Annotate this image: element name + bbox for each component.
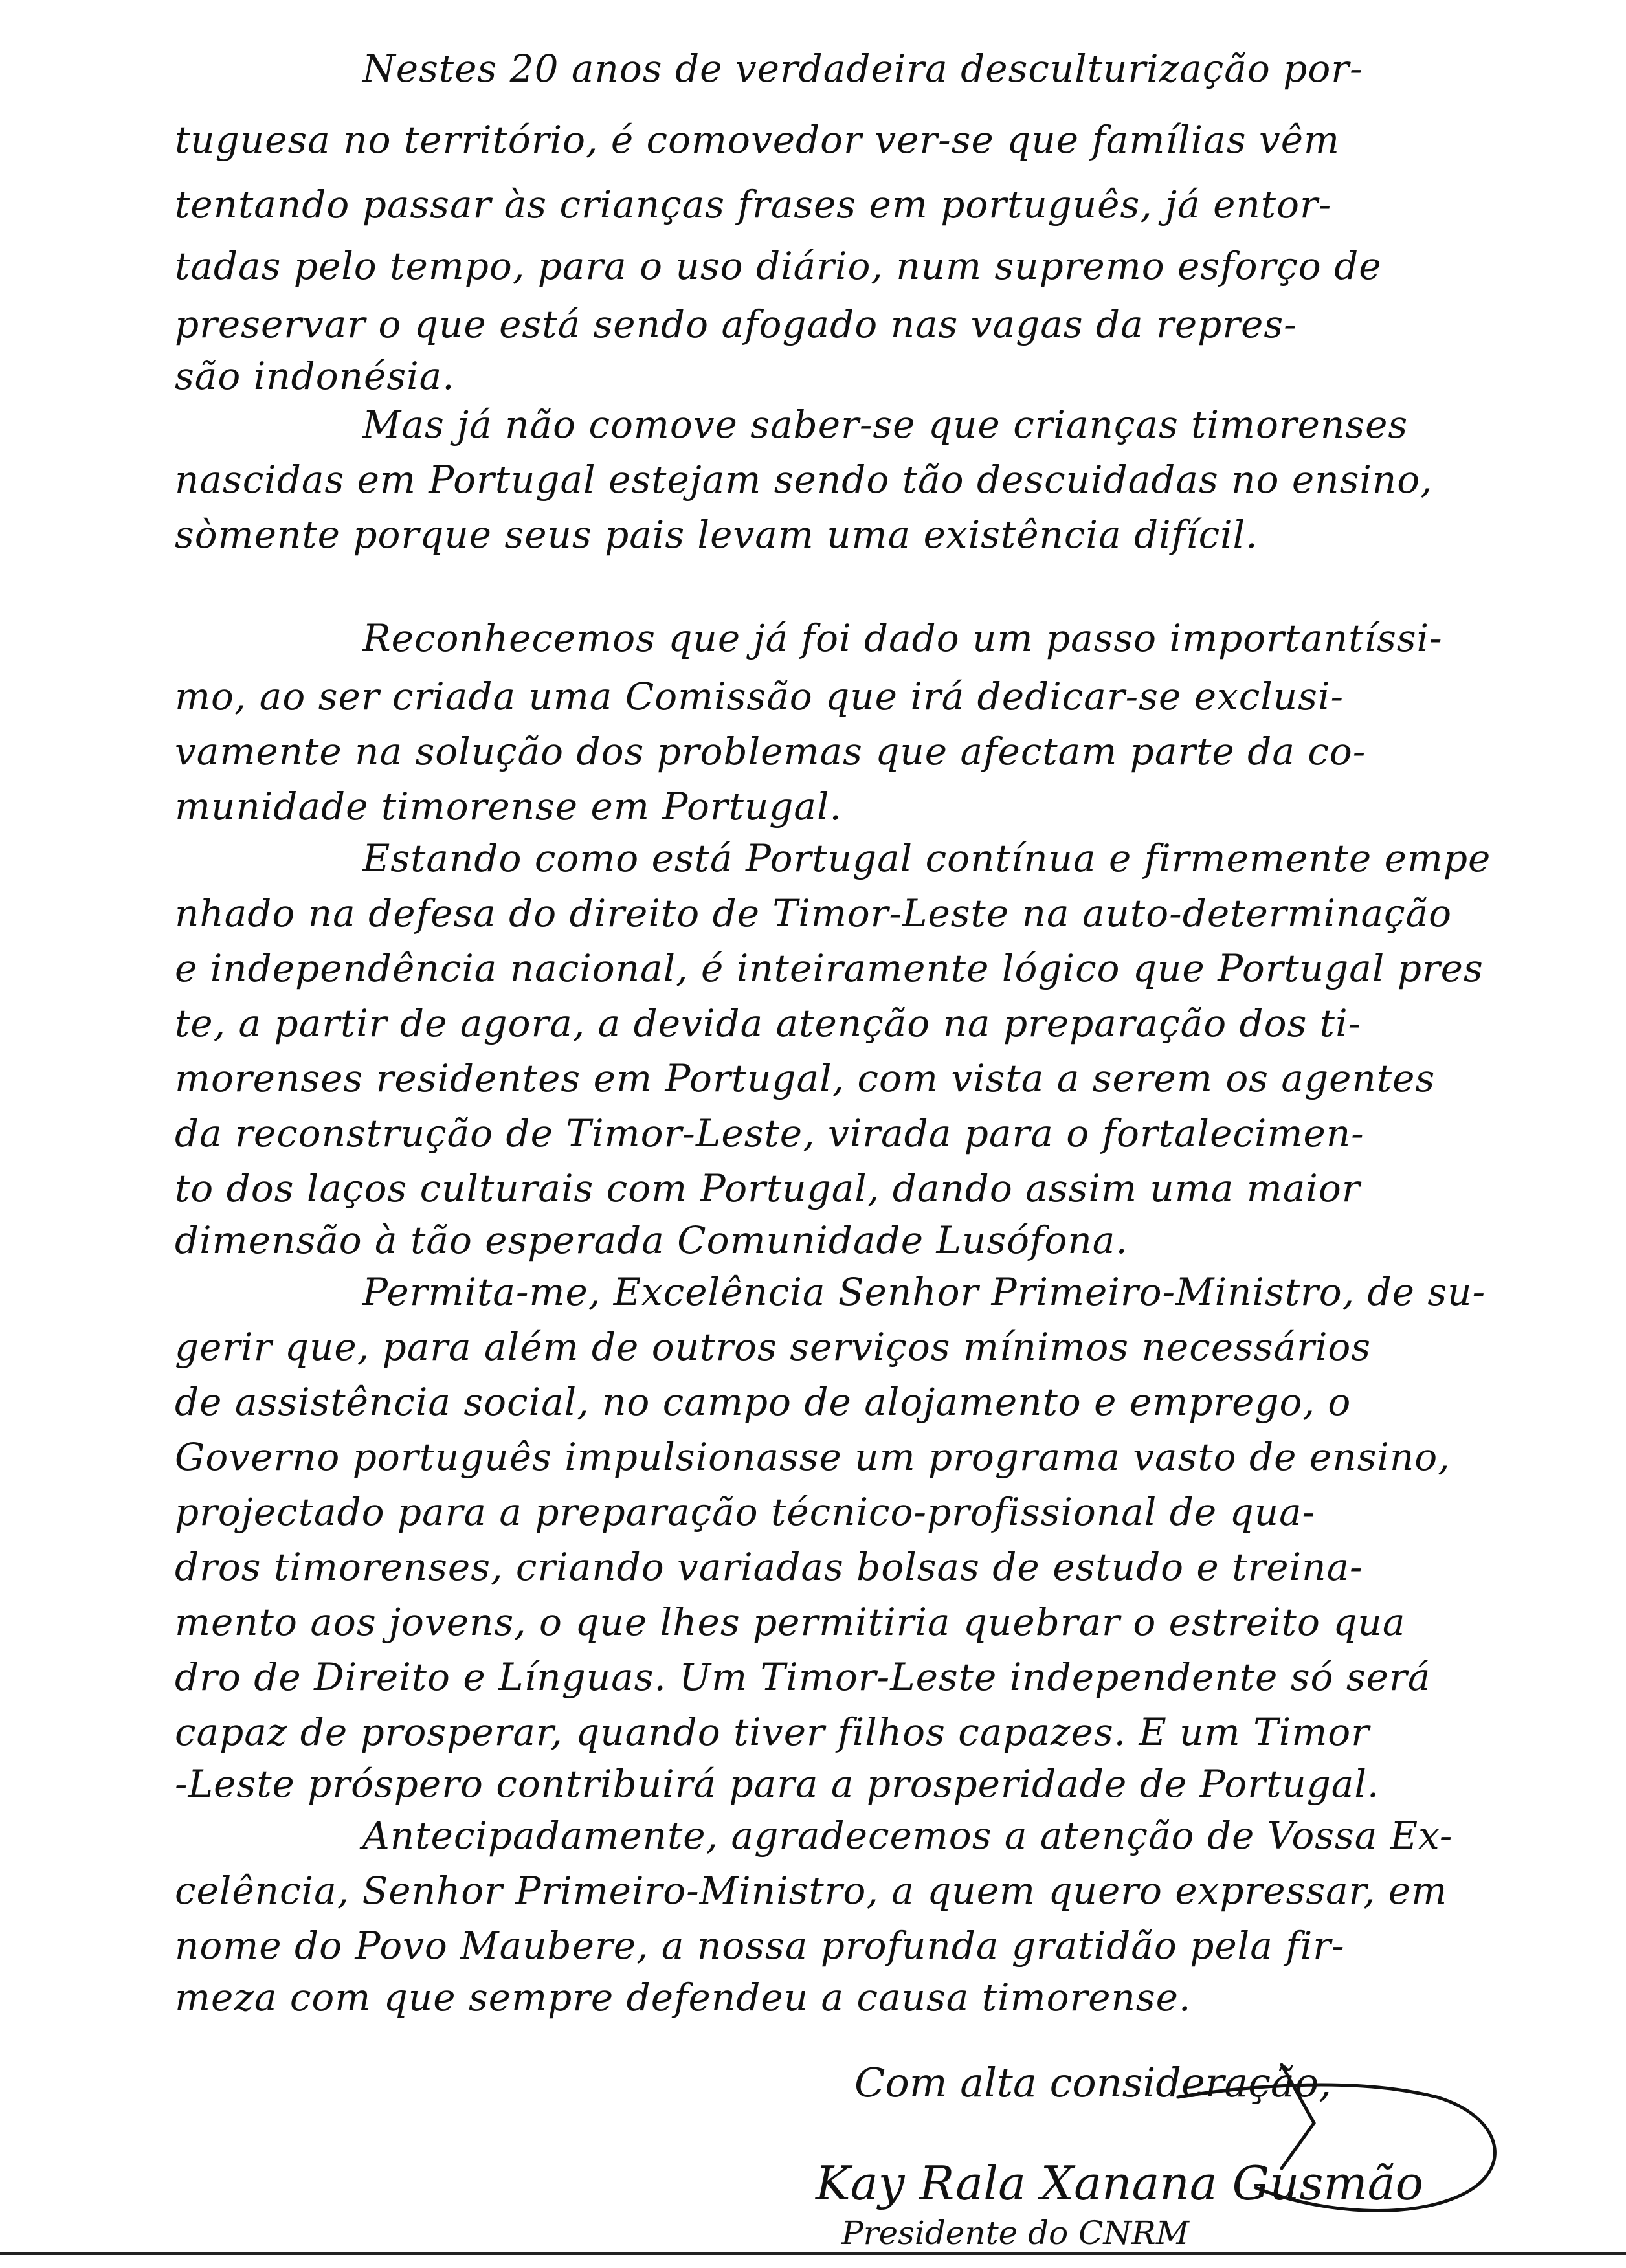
text-line: tuguesa no território, é comovedor ver-se que famílias vêm xyxy=(175,118,1341,162)
text-line: da reconstrução de Timor-Leste, virada para o fortalecimen- xyxy=(175,1111,1364,1155)
text-line: morenses residentes em Portugal, com vista a serem os agentes xyxy=(175,1056,1436,1100)
text-line: nhado na defesa do direito de Timor-Leste na auto-determinação xyxy=(175,891,1453,935)
text-line: vamente na solução dos problemas que afectam parte da co- xyxy=(175,729,1366,773)
text-line: Antecipadamente, agradecemos a atenção de Vossa Ex- xyxy=(362,1814,1453,1858)
signature-title: Presidente do CNRM xyxy=(841,2214,1190,2252)
text-line: celência, Senhor Primeiro-Ministro, a quem quero expressar, em xyxy=(175,1869,1448,1913)
text-line: dimensão à tão esperada Comunidade Lusófona. xyxy=(175,1218,1128,1262)
text-line: meza com que sempre defendeu a causa timorense. xyxy=(175,1975,1192,2019)
text-line: gerir que, para além de outros serviços mínimos necessários xyxy=(175,1325,1372,1369)
text-line: capaz de prosperar, quando tiver filhos capazes. E um Timor xyxy=(175,1710,1370,1754)
text-line: to dos laços culturais com Portugal, dando assim uma maior xyxy=(175,1166,1361,1210)
text-line: sòmente porque seus pais levam uma existência difícil. xyxy=(175,513,1258,557)
text-line: mento aos jovens, o que lhes permitiria quebrar o estreito qua xyxy=(175,1600,1406,1644)
text-line: Mas já não comove saber-se que crianças timorenses xyxy=(362,403,1409,447)
text-line: dro de Direito e Línguas. Um Timor-Leste independente só será xyxy=(175,1655,1431,1699)
text-line: Governo português impulsionasse um programa vasto de ensino, xyxy=(175,1435,1451,1479)
text-line: munidade timorense em Portugal. xyxy=(175,784,842,828)
page-bottom-edge xyxy=(0,2252,1626,2255)
text-line: dros timorenses, criando variadas bolsas de estudo e treina- xyxy=(175,1545,1363,1589)
text-line: projectado para a preparação técnico-profissional de qua- xyxy=(175,1490,1316,1534)
text-line: tadas pelo tempo, para o uso diário, num supremo esforço de xyxy=(175,244,1382,288)
text-line: Permita-me, Excelência Senhor Primeiro-Ministro, de su- xyxy=(362,1270,1486,1314)
text-line: são indonésia. xyxy=(175,354,455,398)
text-line: tentando passar às crianças frases em português, já entor- xyxy=(175,183,1332,227)
text-line: Estando como está Portugal contínua e firmemente empe xyxy=(362,836,1491,880)
text-line: -Leste próspero contribuirá para a prosperidade de Portugal. xyxy=(175,1762,1380,1806)
text-line: de assistência social, no campo de alojamento e emprego, o xyxy=(175,1380,1352,1424)
closing-salutation: Com alta consideração, xyxy=(854,2059,1331,2106)
text-line: preservar o que está sendo afogado nas vagas da repres- xyxy=(175,302,1297,346)
text-line: e independência nacional, é inteiramente lógico que Portugal pres xyxy=(175,946,1484,990)
signature-name: Kay Rala Xanana Gusmão xyxy=(816,2156,1423,2210)
text-line: Nestes 20 anos de verdadeira desculturização por- xyxy=(362,47,1363,91)
text-line: nascidas em Portugal estejam sendo tão descuidadas no ensino, xyxy=(175,458,1433,502)
text-line: Reconhecemos que já foi dado um passo importantíssi- xyxy=(362,616,1443,660)
text-line: nome do Povo Maubere, a nossa profunda gratidão pela fir- xyxy=(175,1924,1345,1968)
text-line: te, a partir de agora, a devida atenção na preparação dos ti- xyxy=(175,1001,1362,1045)
text-line: mo, ao ser criada uma Comissão que irá dedicar-se exclusi- xyxy=(175,674,1344,718)
